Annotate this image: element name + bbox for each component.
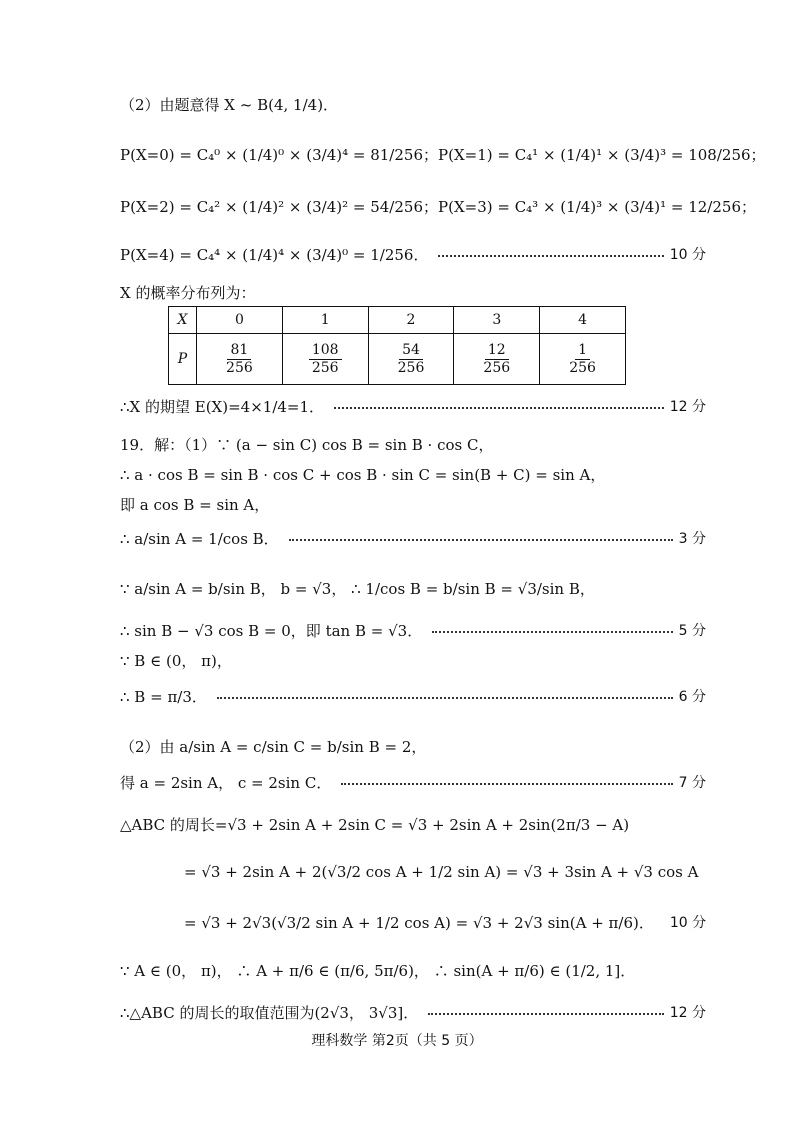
- prob-line-0-1: [120, 134, 766, 174]
- table-row-x: [169, 307, 626, 334]
- p-value: $\frac{108}{256}$: [282, 334, 368, 385]
- prob-x3: P(X=3) = C₄³ × (1/4)³ × (3/4)¹ = 12/256；: [438, 197, 756, 216]
- q19-line-11: △ABC 的周长=√3 + 2sin A + 2sin C = √3 + 2sin A + 2sin(2π/3 − A): [120, 815, 630, 834]
- dot-leader: [217, 697, 673, 699]
- q19-line-3: 即 a cos B = sin A，: [120, 495, 270, 514]
- prob-x1: P(X=1) = C₄¹ × (1/4)¹ × (3/4)³ = 108/256；: [438, 145, 766, 164]
- prob-line-4: [120, 234, 706, 274]
- x-header: X: [169, 307, 197, 334]
- p-value: $\frac{54}{256}$: [368, 334, 454, 385]
- score-mark: 3 分: [678, 531, 706, 547]
- dot-leader: [432, 631, 672, 633]
- distribution-table: [168, 306, 626, 385]
- x-value: 2: [368, 307, 454, 334]
- p-value: $\frac{81}{256}$: [197, 334, 283, 385]
- q19-line-10: 得 a = 2sin A， c = 2sin C． 7 分: [120, 773, 706, 792]
- dot-leader: [341, 783, 672, 785]
- table-row-p: [169, 334, 626, 385]
- prob-x2: P(X=2) = C₄² × (1/4)² × (3/4)² = 54/256；: [120, 197, 438, 216]
- dot-leader: [438, 255, 663, 257]
- expectation-line: [120, 386, 706, 426]
- q19-line-9: （2）由 a/sin A = c/sin C = b/sin B = 2，: [120, 737, 427, 756]
- q19-line-6: ∴ sin B − √3 cos B = 0，即 tan B = √3． 5 分: [120, 621, 706, 640]
- p-value: $\frac{12}{256}$: [454, 334, 540, 385]
- dot-leader: [289, 539, 673, 541]
- score-mark: 12 分: [669, 1005, 706, 1021]
- q19-line-2: ∴ a · cos B = sin B · cos C + cos B · sin C = sin(B + C) = sin A，: [120, 465, 606, 484]
- score-mark: 7 分: [678, 775, 706, 791]
- q19-line-4: ∴ a/sin A = 1/cos B． 3 分: [120, 529, 706, 548]
- p-value: $\frac{1}{256}$: [540, 334, 626, 385]
- q19-line-15: ∴△ABC 的周长的取值范围为(2√3， 3√3]． 12 分: [120, 1003, 706, 1022]
- p-header: P: [169, 334, 197, 385]
- q19-line-5: ∵ a/sin A = b/sin B， b = √3， ∴ 1/cos B = b/sin B = √3/sin B，: [120, 579, 595, 598]
- score-mark: 10 分: [669, 915, 707, 931]
- score-mark: 6 分: [678, 689, 706, 705]
- dot-leader: [428, 1013, 664, 1015]
- x-value: 3: [454, 307, 540, 334]
- q19-line-14: ∵ A ∈ (0， π)， ∴ A + π/6 ∈ (π/6, 5π/6)， ∴ sin(A + π/6) ∈ (1/2, 1]．: [120, 961, 636, 980]
- q19-line-12: = √3 + 2sin A + 2(√3/2 cos A + 1/2 sin A) = √3 + 3sin A + √3 cos A: [184, 863, 699, 881]
- part2-heading: （2）由题意得 X ~ B(4, 1/4)．: [120, 95, 339, 114]
- expectation-text: ∴X 的期望 E(X)=4×1/4=1．: [120, 397, 325, 416]
- prob-line-2-3: [120, 186, 756, 226]
- dot-leader: [334, 407, 664, 409]
- prob-x0: P(X=0) = C₄⁰ × (1/4)⁰ × (3/4)⁴ = 81/256；: [120, 145, 438, 164]
- q19-line-8: ∴ B = π/3． 6 分: [120, 687, 706, 706]
- x-value: 4: [540, 307, 626, 334]
- prob-x4: P(X=4) = C₄⁴ × (1/4)⁴ × (3/4)⁰ = 1/256．: [120, 245, 429, 264]
- score-mark: 10 分: [669, 247, 706, 263]
- x-value: 0: [197, 307, 283, 334]
- score-mark: 12 分: [669, 399, 706, 415]
- q19-line-7: ∵ B ∈ (0， π)，: [120, 651, 232, 670]
- dist-title: X 的概率分布列为：: [120, 283, 256, 302]
- score-mark: 5 分: [678, 623, 706, 639]
- page-footer: 理科数学 第2页（共 5 页）: [311, 1033, 483, 1049]
- q19-line-1: 19．解：（1）∵ (a − sin C) cos B = sin B · cos C，: [120, 435, 494, 454]
- x-value: 1: [282, 307, 368, 334]
- q19-line-13: = √3 + 2√3(√3/2 sin A + 1/2 cos A) = √3 + 2√3 sin(A + π/6)． 10 分: [184, 913, 707, 932]
